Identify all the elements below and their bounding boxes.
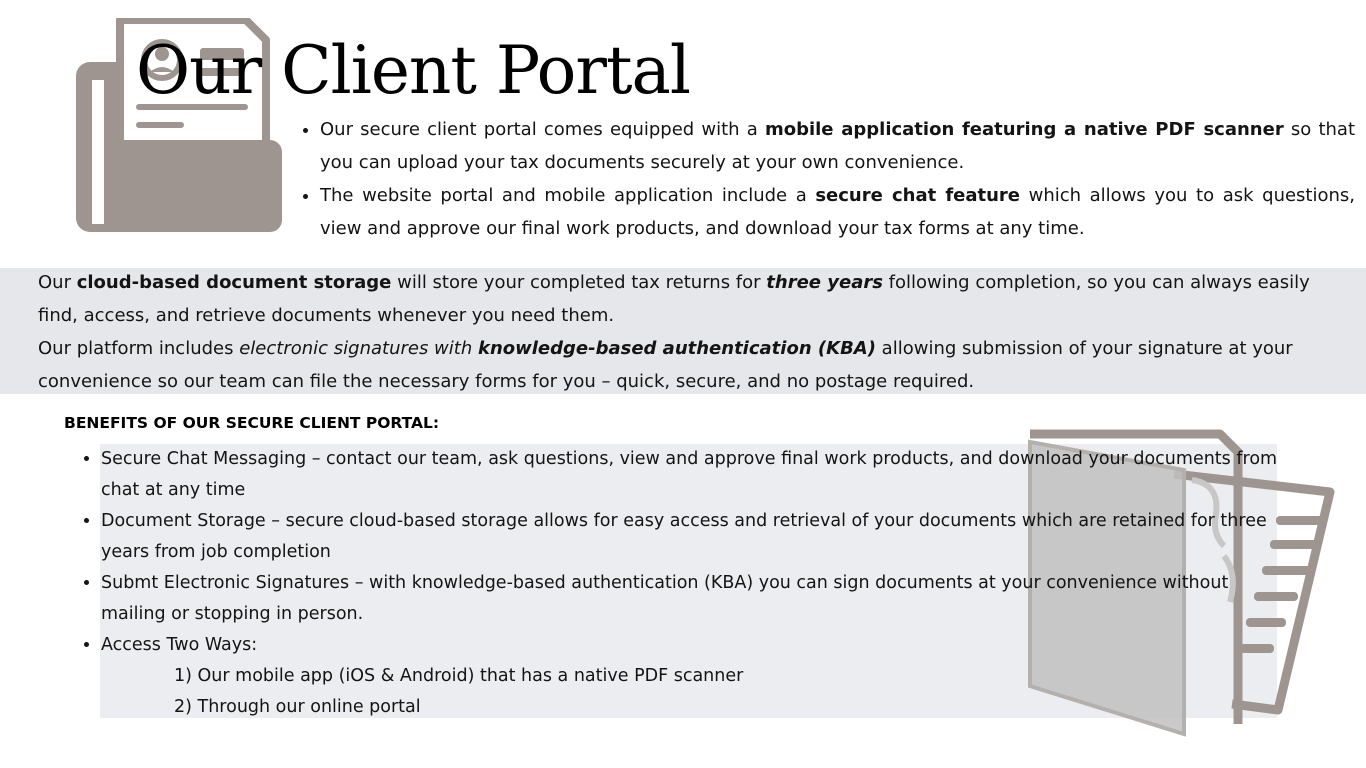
access-way-mobile: 1) Our mobile app (iOS & Android) that has a native PDF scanner (174, 666, 744, 686)
benefits-list (80, 444, 1281, 723)
band-text: following completion, so you can always easily find, access, and retrieve documents whenever you need them. (38, 272, 1310, 326)
storage-paragraph (38, 266, 1338, 332)
intro-highlight: mobile application featuring a native PDF scanner (764, 119, 1284, 140)
band-text: Our (38, 272, 77, 293)
benefits-title: BENEFITS OF OUR SECURE CLIENT PORTAL: (64, 414, 440, 432)
band-emphasis: three years (766, 272, 883, 293)
signature-paragraph (38, 332, 1338, 398)
intro-list (300, 113, 1355, 245)
page-title: Our Client Portal (136, 32, 690, 109)
intro-highlight: secure chat feature (815, 185, 1021, 206)
intro-item-secure-chat (320, 179, 1355, 245)
storage-band-text (38, 266, 1338, 398)
intro-item-mobile-app (320, 113, 1355, 179)
band-highlight: cloud-based document storage (76, 272, 392, 293)
benefit-item: • Document Storage – secure cloud-based storage allows for easy access and retrieval of your documents which are retained for three years from job completion (101, 506, 1281, 568)
access-way-portal: 2) Through our online portal (174, 697, 421, 717)
benefit-access-label: Access Two Ways: (101, 635, 258, 655)
band-emphasis: electronic signatures with (239, 338, 478, 359)
band-text: will store your completed tax returns for (391, 272, 767, 293)
intro-text: so that you can upload your tax documents securely at your own convenience. (320, 119, 1355, 173)
intro-text: The website portal and mobile application include a (320, 185, 816, 206)
benefit-item: • Secure Chat Messaging – contact our team, ask questions, view and approve final work products, and download your documents from chat at any time (101, 444, 1281, 506)
band-text: Our platform includes (38, 338, 240, 359)
band-emphasis-bold: knowledge-based authentication (KBA) (477, 338, 876, 359)
intro-text: which allows you to ask questions, view and approve our final work products, and download your tax forms at any time. (320, 185, 1356, 239)
benefit-item: • Submt Electronic Signatures – with knowledge-based authentication (KBA) you can sign documents at your convenience without mailing or stopping in person. (101, 568, 1281, 630)
intro-text: Our secure client portal comes equipped with a (320, 119, 765, 140)
benefit-item-access (101, 630, 1281, 723)
band-text: allowing submission of your signature at your convenience so our team can file the necessary forms for you – quick, secure, and no postage required. (38, 338, 1293, 392)
